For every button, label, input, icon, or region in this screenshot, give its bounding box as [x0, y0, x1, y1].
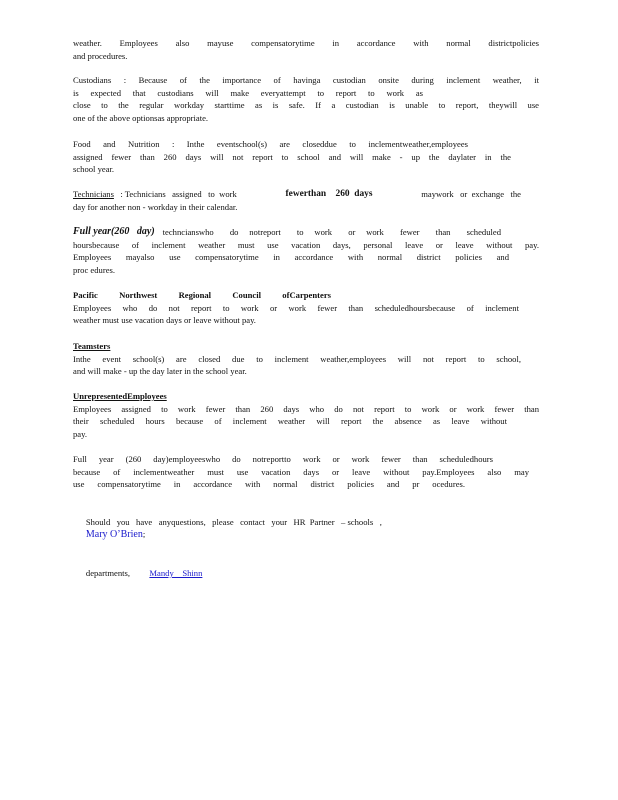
text-line: Employees mayalso use compensatorytime in accordance with normal district policies and [73, 252, 509, 263]
full-year-technicians-paragraph [73, 226, 539, 276]
contact-paragraph [73, 503, 539, 592]
text-line: and procedures. [73, 50, 128, 61]
unrepresented-paragraph [73, 390, 539, 440]
text-line: Custodians : Because of the importance of havinga custodian onsite during inclement weather, it [73, 75, 539, 85]
text-line: pay. [73, 428, 87, 439]
contact-link-mandy-shinn[interactable]: Mandy Shinn [149, 567, 203, 578]
intro-paragraph [73, 37, 539, 62]
text-line: their scheduled hours because of inclement weather will report the absence as leave without [73, 416, 507, 427]
text-segment: Should you have anyquestions, please contact your HR Partner – schools , [85, 516, 382, 527]
text-segment: departments, [85, 567, 131, 578]
text-line: Inthe event school(s) are closed due to inclement weather,employees will not report to school, [73, 353, 521, 364]
text-line: Employees assigned to work fewer than 260 days who do not report to work or work fewer than [73, 403, 539, 414]
text-line: is expected that custodians will make everyattempt to report to work as [73, 87, 423, 98]
text-line: and will make - up the day later in the school year. [73, 366, 247, 377]
text-line: hoursbecause of inclement weather must use vacation days, personal leave or leave without pay. [73, 239, 539, 250]
carpenters-paragraph [73, 289, 539, 327]
text-segment: techncianswho do notreport to work or work fewer than scheduled [162, 227, 501, 237]
teamsters-paragraph [73, 340, 539, 378]
text-line: weather. Employees also mayuse compensatorytime in accordance with normal districtpolicies [73, 38, 539, 48]
technicians-heading: Technicians [73, 189, 114, 199]
text-line: weather must use vacation days or leave without pay. [73, 315, 256, 326]
text-line: proc edures. [73, 264, 115, 275]
text-segment: ; [142, 529, 146, 540]
text-line: Employees who do not report to work or work fewer than scheduledhoursbecause of inclement [73, 302, 519, 313]
carpenters-heading: Pacific Northwest Regional Council ofCarpenters [73, 290, 331, 300]
text-line: Full year (260 day)employeeswho do notreportto work or work fewer than scheduledhours [73, 454, 493, 464]
text-line: one of the above optionsas appropriate. [73, 112, 209, 123]
teamsters-heading: Teamsters [73, 341, 111, 351]
text-line: because of inclementweather must use vacation days or leave without pay.Employees also may [73, 466, 529, 477]
text-line: school year. [73, 164, 115, 175]
text-line: Food and Nutrition : Inthe eventschool(s) are closeddue to inclementweather,employees [73, 139, 468, 149]
contact-link-mary-obrien[interactable]: Mary O’Brien [85, 529, 143, 541]
text-segment-bold: fewerthan 260 days [285, 189, 373, 199]
full-year-employees-paragraph [73, 453, 539, 491]
text-segment: : Technicians assigned to work [120, 189, 237, 199]
technicians-paragraph [73, 188, 539, 213]
unrepresented-heading: UnrepresentedEmployees [73, 391, 167, 401]
text-line: day for another non - workday in their calendar. [73, 201, 238, 212]
text-line: close to the regular workday starttime as is safe. If a custodian is unable to report, theywill use [73, 100, 539, 111]
text-line: assigned fewer than 260 days will not report to school and will make - up the daylater in the [73, 151, 511, 162]
text-segment: maywork or exchange the [421, 189, 521, 199]
full-year-heading: Full year(260 day) [73, 226, 155, 237]
food-nutrition-paragraph [73, 138, 539, 176]
text-line: use compensatorytime in accordance with normal district policies and pr ocedures. [73, 479, 465, 490]
custodians-paragraph [73, 74, 539, 124]
